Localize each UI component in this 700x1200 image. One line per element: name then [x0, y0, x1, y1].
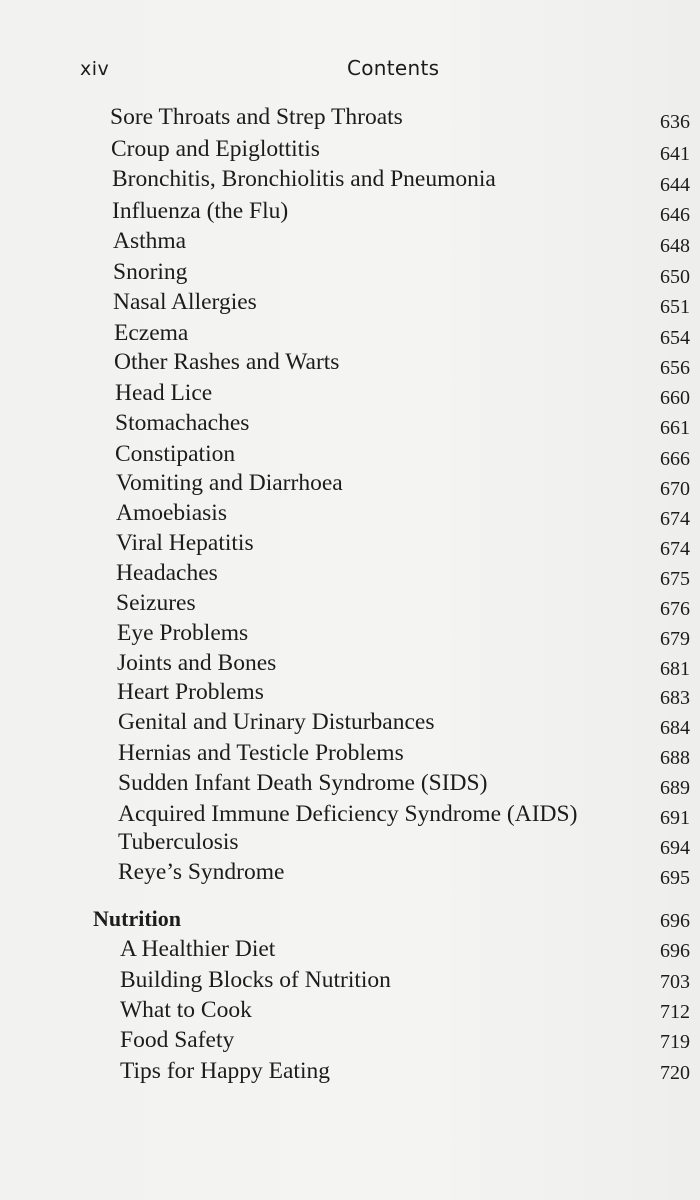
toc-entry [0, 257, 690, 287]
toc-entry [0, 468, 690, 498]
toc-entry-label: Sore Throats and Strep Throats [110, 104, 403, 130]
toc-entry-page: 670 [660, 478, 690, 500]
toc-entry [0, 965, 690, 995]
running-head [0, 54, 700, 84]
toc-entry-page: 719 [660, 1031, 690, 1053]
toc-entry-page: 641 [660, 143, 690, 165]
toc-entry [0, 588, 690, 618]
toc-entry [0, 498, 690, 528]
toc-entry-label: Joints and Bones [117, 650, 277, 676]
toc-entry-label: Hernias and Testicle Problems [118, 740, 404, 766]
toc-entry [0, 164, 690, 194]
toc-entry [0, 799, 690, 829]
toc-entry-label: Acquired Immune Deficiency Syndrome (AIDS) [118, 801, 578, 827]
toc-entry-label: Sudden Infant Death Syndrome (SIDS) [118, 770, 488, 796]
table-of-contents [0, 100, 700, 1100]
toc-entry-page: 679 [660, 628, 690, 650]
toc-entry-label: Nasal Allergies [113, 289, 257, 315]
toc-entry-page: 694 [660, 837, 690, 859]
toc-entry [0, 196, 690, 226]
toc-entry-label: Constipation [115, 441, 236, 467]
toc-entry-page: 684 [660, 717, 690, 739]
toc-entry [0, 102, 690, 132]
toc-entry [0, 318, 690, 348]
toc-entry-label: Food Safety [120, 1027, 235, 1053]
toc-entry-page: 696 [660, 940, 690, 962]
toc-entry-label: Asthma [113, 228, 187, 254]
toc-entry-page: 648 [660, 235, 690, 257]
toc-entry-page: 703 [660, 971, 690, 993]
toc-entry-page: 654 [660, 327, 690, 349]
toc-entry-page: 674 [660, 538, 690, 560]
toc-entry-label: Headaches [116, 560, 218, 586]
toc-entry-label: Croup and Epiglottitis [111, 136, 320, 162]
toc-entry-label: Tips for Happy Eating [120, 1058, 330, 1084]
toc-entry [0, 226, 690, 256]
toc-entry [0, 1056, 690, 1086]
toc-entry-label: Vomiting and Diarrhoea [116, 470, 343, 496]
toc-entry-label: Tuberculosis [118, 829, 239, 855]
toc-entry [0, 1025, 690, 1055]
toc-entry-page: 688 [660, 747, 690, 769]
toc-entry-label: Bronchitis, Bronchiolitis and Pneumonia [112, 166, 496, 192]
toc-section [0, 904, 690, 934]
toc-entry-page: 683 [660, 687, 690, 709]
toc-entry [0, 995, 690, 1025]
toc-entry-page: 712 [660, 1001, 690, 1023]
toc-entry-label: Influenza (the Flu) [112, 198, 289, 224]
toc-entry-page: 636 [660, 111, 690, 133]
toc-entry-page: 676 [660, 598, 690, 620]
toc-entry-page: 646 [660, 204, 690, 226]
toc-entry-label: Reye’s Syndrome [118, 859, 285, 885]
toc-entry-page: 695 [660, 867, 690, 889]
toc-entry-page: 656 [660, 357, 690, 379]
toc-entry-label: A Healthier Diet [120, 936, 276, 962]
toc-entry-label: Amoebiasis [116, 500, 227, 526]
toc-entry [0, 677, 690, 707]
toc-entry-page: 675 [660, 568, 690, 590]
toc-entry [0, 857, 690, 887]
toc-entry-label: Viral Hepatitis [116, 530, 254, 556]
toc-entry [0, 934, 690, 964]
toc-entry-page: 651 [660, 296, 690, 318]
toc-entry [0, 558, 690, 588]
toc-entry [0, 707, 690, 737]
toc-entry-page: 666 [660, 448, 690, 470]
toc-entry-label: Seizures [116, 590, 196, 616]
section-page: 696 [660, 910, 690, 932]
toc-entry [0, 618, 690, 648]
toc-entry [0, 347, 690, 377]
toc-entry [0, 648, 690, 678]
toc-entry-label: Snoring [113, 259, 188, 285]
toc-entry-label: Building Blocks of Nutrition [120, 967, 391, 993]
toc-entry [0, 768, 690, 798]
toc-entry-label: Stomachaches [115, 410, 250, 436]
section-title: Nutrition [93, 906, 181, 931]
toc-entry-page: 644 [660, 174, 690, 196]
toc-entry [0, 378, 690, 408]
toc-entry-label: Eczema [114, 320, 189, 346]
toc-entry [0, 738, 690, 768]
toc-entry [0, 408, 690, 438]
toc-entry-page: 650 [660, 266, 690, 288]
toc-entry-page: 660 [660, 387, 690, 409]
toc-entry-label: Eye Problems [117, 620, 249, 646]
toc-entry [0, 528, 690, 558]
toc-entry-page: 674 [660, 508, 690, 530]
toc-entry-label: Genital and Urinary Disturbances [118, 709, 435, 735]
toc-entry [0, 287, 690, 317]
toc-entry [0, 439, 690, 469]
toc-entry [0, 134, 690, 164]
toc-entry-label: Head Lice [115, 380, 213, 406]
toc-entry-page: 661 [660, 417, 690, 439]
toc-entry-page: 720 [660, 1062, 690, 1084]
toc-entry-page: 681 [660, 658, 690, 680]
toc-entry-label: Other Rashes and Warts [114, 349, 340, 375]
toc-entry-page: 689 [660, 777, 690, 799]
running-head-title: Contents [347, 56, 440, 80]
toc-entry-page: 691 [660, 807, 690, 829]
page-folio: xiv [80, 58, 110, 80]
toc-entry-label: Heart Problems [117, 679, 264, 705]
toc-entry [0, 827, 690, 857]
toc-entry-label: What to Cook [120, 997, 252, 1023]
